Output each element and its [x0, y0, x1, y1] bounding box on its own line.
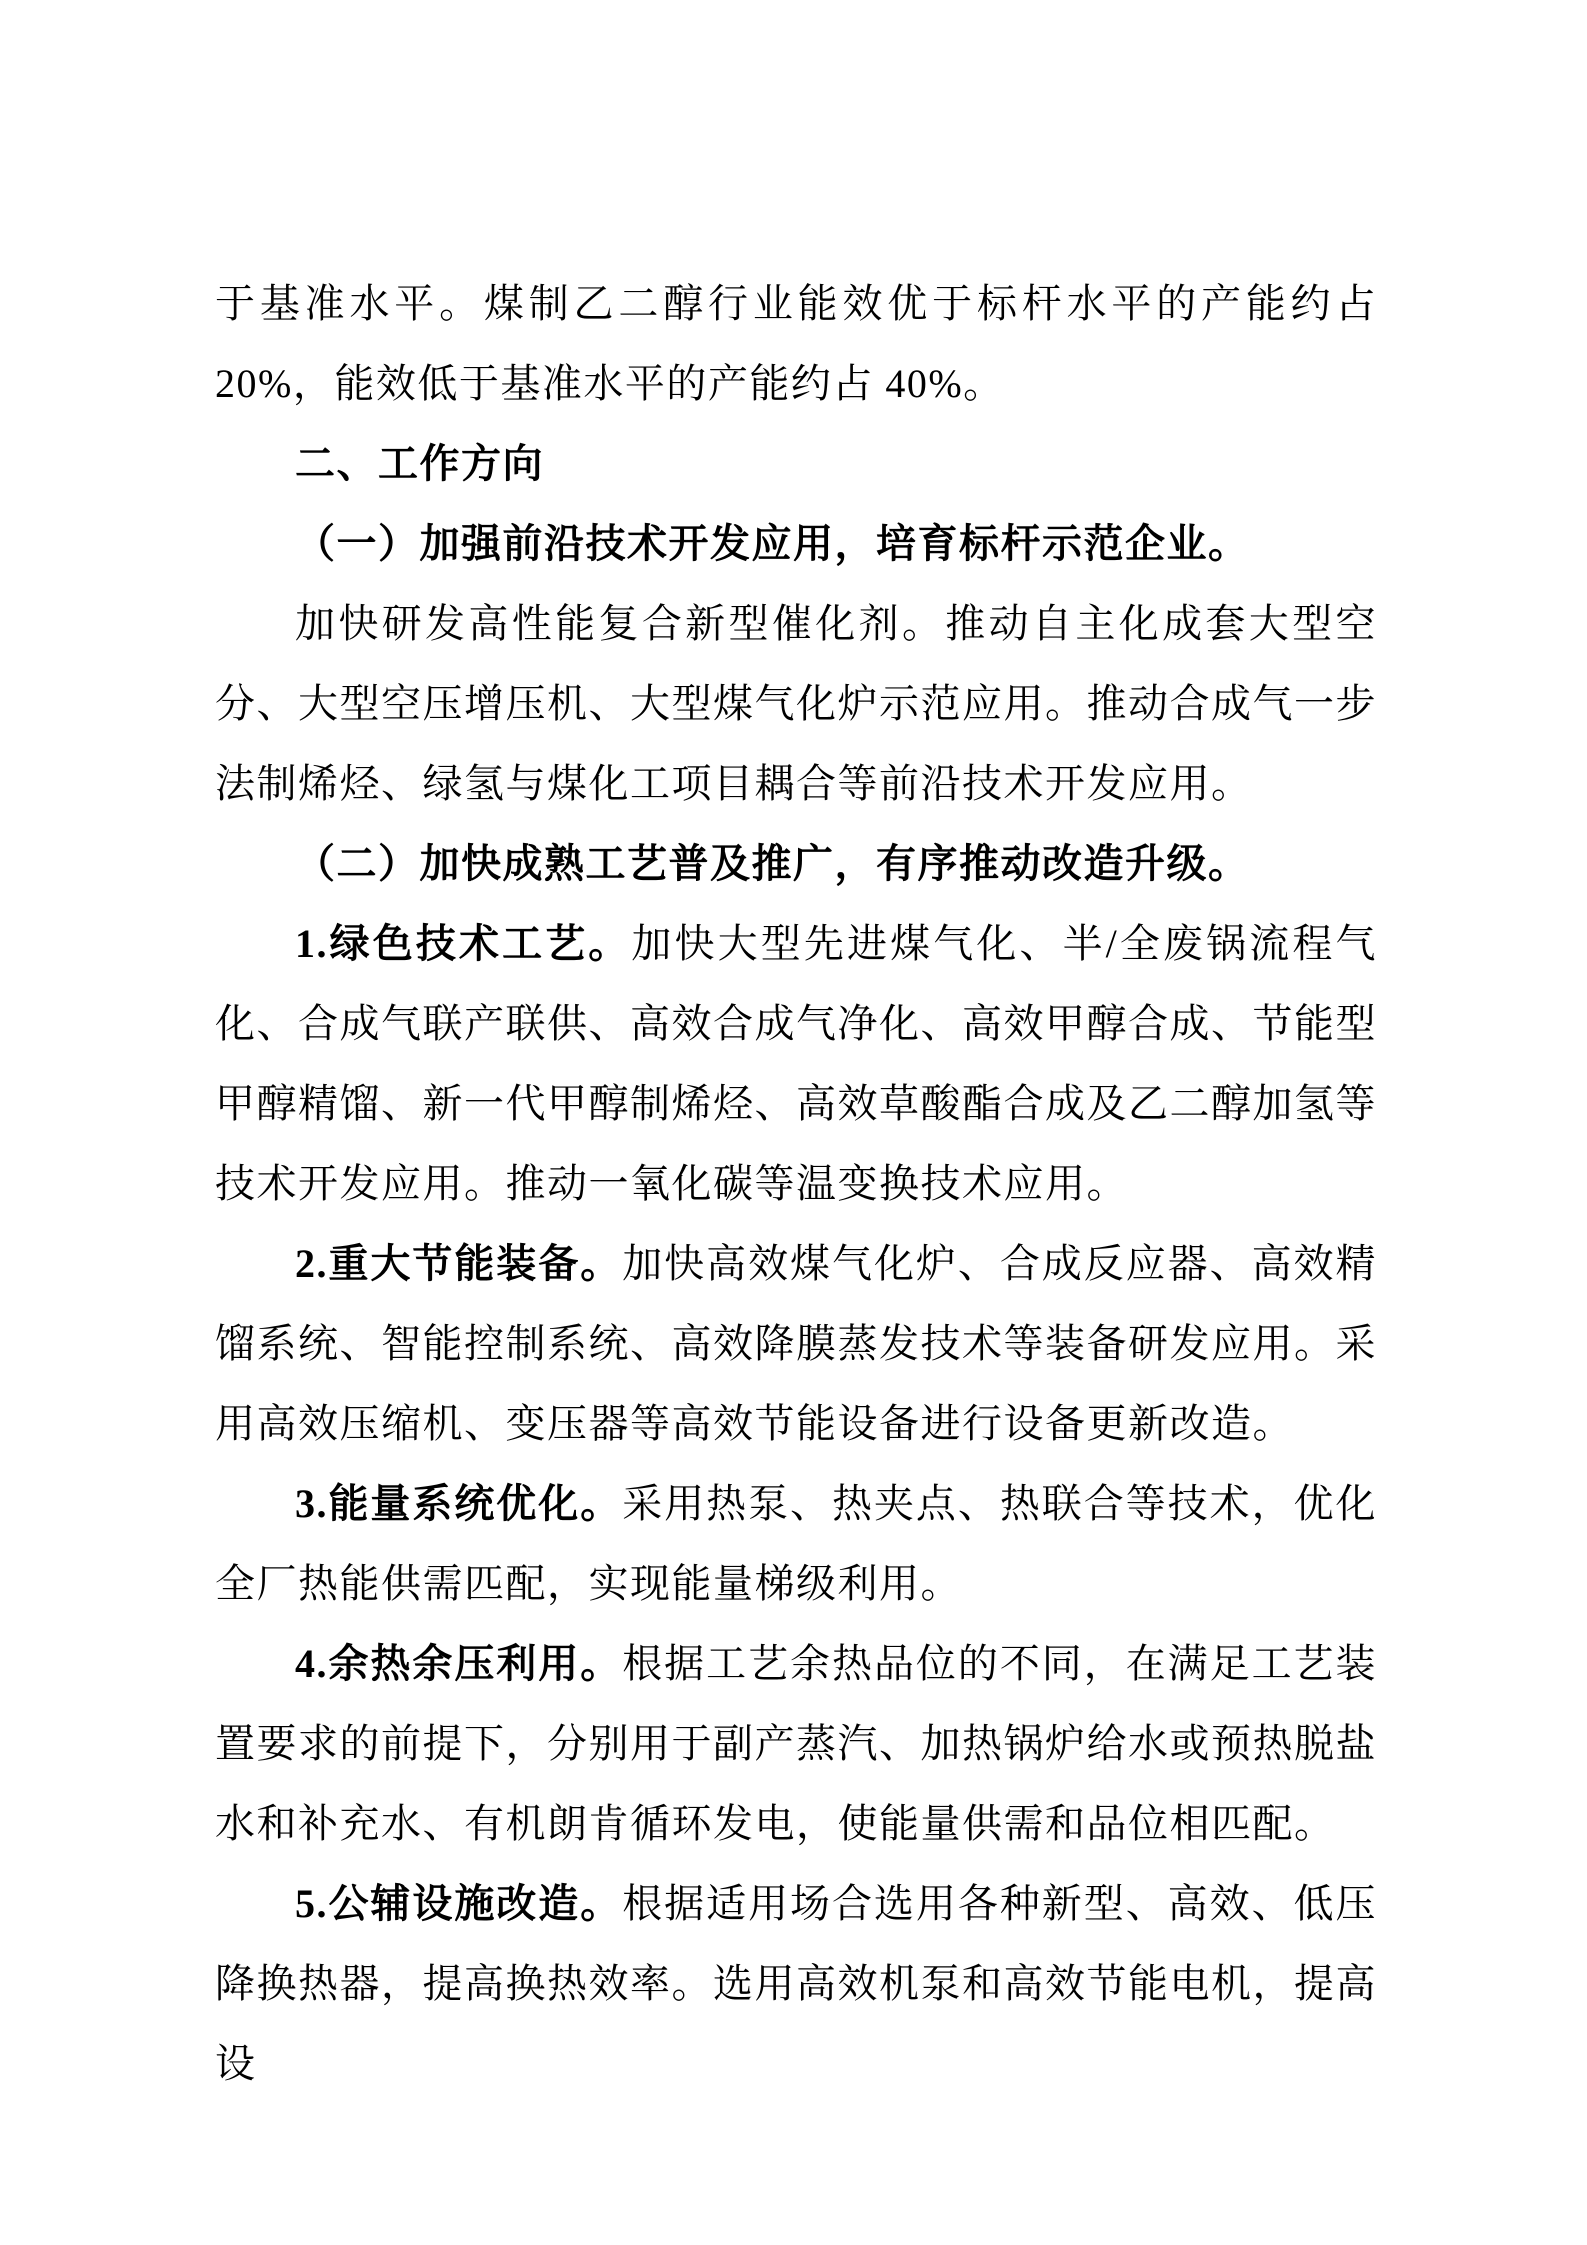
paragraph-lead: 1.绿色技术工艺。 — [295, 921, 632, 966]
paragraph-lead: 2.重大节能装备。 — [295, 1241, 623, 1286]
paragraph-continuation: 于基准水平。煤制乙二醇行业能效优于标杆水平的产能约占 20%，能效低于基准水平的产能约占 40%。 — [215, 281, 1377, 406]
subsection-heading-1: （一）加强前沿技术开发应用，培育标杆示范企业。 — [295, 521, 1250, 566]
paragraph-text: 根据适用场合选用各种新型、高效、低压降换热器，提高换热效率。选用高效机泵和高效节能电机，提高设 — [215, 1881, 1378, 2086]
paragraph — [215, 1624, 1377, 1864]
section-heading: 二、工作方向 — [295, 442, 544, 486]
paragraph — [215, 1224, 1377, 1464]
paragraph: 加快研发高性能复合新型催化剂。推动自主化成套大型空分、大型空压增压机、大型煤气化炉示范应用。推动合成气一步法制烯烃、绿氢与煤化工项目耦合等前沿技术开发应用。 — [215, 601, 1377, 806]
paragraph-lead: 3.能量系统优化。 — [295, 1481, 623, 1526]
paragraph-text: 加快大型先进煤气化、半/全废锅流程气化、合成气联产联供、高效合成气净化、高效甲醇合成、节能型甲醇精馏、新一代甲醇制烯烃、高效草酸酯合成及乙二醇加氢等技术开发应用。推动一氧化碳等温变换技术应用。 — [215, 921, 1377, 1206]
paragraph-text: 采用热泵、热夹点、热联合等技术，优化全厂热能供需匹配，实现能量梯级利用。 — [215, 1481, 1378, 1606]
paragraph-text: 加快高效煤气化炉、合成反应器、高效精馏系统、智能控制系统、高效降膜蒸发技术等装备研发应用。采用高效压缩机、变压器等高效节能设备进行设备更新改造。 — [215, 1241, 1378, 1446]
paragraph — [215, 1464, 1377, 1624]
paragraph-text: 根据工艺余热品位的不同，在满足工艺装置要求的前提下，分别用于副产蒸汽、加热锅炉给水或预热脱盐水和补充水、有机朗肯循环发电，使能量供需和品位相匹配。 — [215, 1641, 1378, 1846]
subsection-heading-2: （二）加快成熟工艺普及推广，有序推动改造升级。 — [295, 841, 1250, 886]
paragraph-lead: 5.公辅设施改造。 — [295, 1881, 623, 1926]
paragraph — [215, 1864, 1377, 2104]
paragraph-lead: 4.余热余压利用。 — [295, 1641, 623, 1686]
document-body — [215, 264, 1377, 2104]
paragraph — [215, 904, 1377, 1224]
